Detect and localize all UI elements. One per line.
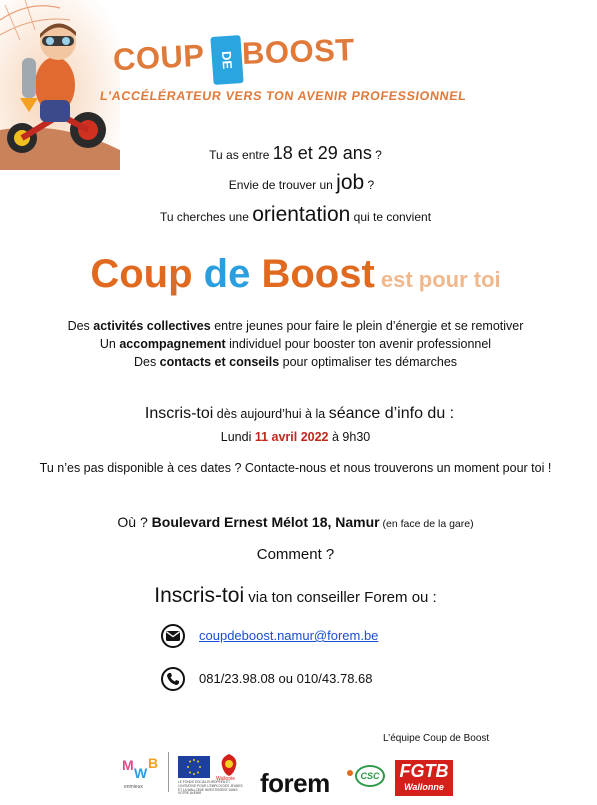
intro-age-post: ? [371,148,382,162]
email-link[interactable]: coupdeboost.namur@forem.be [199,628,379,643]
intro-age-pre: Tu as entre [209,148,273,162]
location-line [0,514,591,530]
headline-de: de [203,252,251,296]
intro-job-pre: Envie de trouver un [228,178,337,192]
intro-job-post: ? [364,178,375,192]
session-date: 11 avril 2022 [254,430,329,444]
svg-text:W: W [134,765,148,781]
headline-boost: Boost [250,252,375,296]
session-date-line [0,430,591,444]
phone-icon [161,667,185,691]
mwb-logo [120,752,164,792]
svg-text:B: B [148,755,159,771]
headline-coup: Coup [90,252,204,296]
csc-text: CSC [360,771,380,781]
mwb-caption: enmieux [124,784,143,790]
location-note: (en face de la gare) [379,518,474,530]
wallonie-logo [216,752,242,782]
fgtb-sub: Wallonne [404,782,444,792]
intro-age-line [0,143,591,164]
eu-flag [178,756,210,778]
forem-dot [347,770,353,776]
session-inscris: Inscris-toi [144,405,214,422]
logo-boost: BOOST [241,32,356,71]
intro-orientation-line [0,203,591,227]
logo-de-badge: DE [210,35,243,85]
unavailable-note: Tu n’es pas disponible à ces dates ? Contacte-nous et nous trouverons un moment pour toi ! [39,461,552,475]
session-mid: dès aujourd’hui à la [213,407,329,421]
offer-line-3 [0,355,591,369]
session-line [0,405,595,423]
register-rest: via ton conseiller Forem ou : [244,589,437,606]
signature: L’équipe Coup de Boost [383,733,490,744]
fgtb-logo [395,760,453,796]
headline [0,252,591,297]
intro-age-value: 18 et 29 ans [272,143,372,163]
how-question: Comment ? [256,546,335,563]
offer-3-bold: contacts et conseils [159,355,280,369]
fse-text: LE FONDS SOCIAL EUROPÉEN ET L'INITIATIVE POUR L'EMPLOI DES JEUNES ET LA WALLONIE INVESTISSENT DANS VOTRE AVENIR [178,780,243,796]
envelope-icon [161,624,185,648]
intro-orientation-pre: Tu cherches une [159,210,253,224]
offer-1-bold: activités collectives [93,319,211,333]
offer-line-2 [0,337,591,351]
offer-2-post: individuel pour booster ton avenir professionnel [225,337,492,351]
session-date-pre: Lundi [220,430,255,444]
location-address: Boulevard Ernest Mélot 18, Namur [151,514,380,530]
svg-text:M: M [122,757,134,773]
register-line [0,584,591,608]
offer-2-pre: Un [99,337,120,351]
offer-line-1 [0,319,591,333]
intro-job-value: job [336,171,365,194]
register-big: Inscris-toi [154,584,245,607]
intro-orientation-value: orientation [252,203,351,226]
intro-orientation-post: qui te convient [350,210,432,224]
location-label: Où ? [117,514,152,530]
intro-job-line [0,171,597,195]
forem-logo [260,768,330,799]
headline-est-pour-toi: est pour toi [374,267,501,292]
forem-text: forem [260,768,330,798]
logo-tagline: L'ACCÉLÉRATEUR VERS TON AVENIR PROFESSIONNEL [99,89,468,103]
offer-2-bold: accompagnement [119,337,226,351]
footer-divider [168,752,169,792]
wallonie-text: Wallonie [216,776,235,782]
csc-logo [355,765,385,787]
offer-1-post: entre jeunes pour faire le plein d’énergie et se remotiver [210,319,524,333]
offer-3-pre: Des [133,355,160,369]
fgtb-text: FGTB [399,761,449,781]
phone-numbers: 081/23.98.08 ou 010/43.78.68 [199,671,373,686]
offer-3-post: pour optimaliser tes démarches [279,355,458,369]
session-seance: séance d’info du : [328,405,455,422]
offer-1-pre: Des [67,319,94,333]
session-time: à 9h30 [328,430,371,444]
logo-coup: COUP [112,37,206,78]
